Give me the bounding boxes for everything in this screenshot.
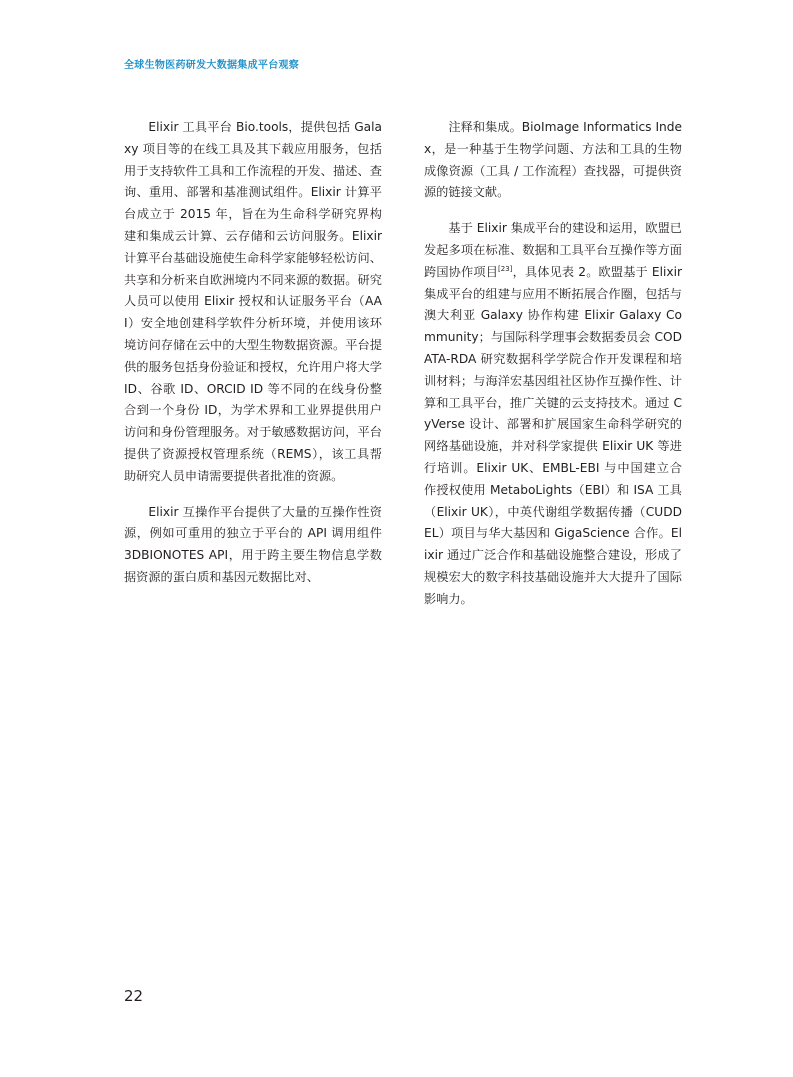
paragraph-eu-collaboration bbox=[424, 218, 682, 610]
page-number: 22 bbox=[124, 987, 144, 1005]
left-column bbox=[124, 117, 382, 603]
paragraph-text-after-ref: ，具体见表 2。欧盟基于 Elixir 集成平台的组建与应用不断拓展合作圈，包括与澳大利亚 Galaxy 协作构建 Elixir Galaxy Community；与国际科学理事会数据委员会 CODATA-RDA 研究数据科学学院合作开发课程和培训材料；与海洋宏基因组社区协作互操作性、计算和工具平台，推广关键的云支持技术。通过 CyVerse 设计、部署和扩展国家生命科学研究的网络基础设施，并对科学家提供 Elixir UK 等进行培训。Elixir UK、EMBL-EBI 与中国建立合作授权使用 MetaboLights（EBI）和 ISA 工具（Elixir UK），中英代谢组学数据传播（CUDDEL）项目与华大基因和 GigaScience 合作。Elixir 通过广泛合作和基础设施整合建设，形成了规模宏大的数字科技基础设施并大大提升了国际影响力。 bbox=[424, 264, 683, 606]
running-header: 全球生物医药研发大数据集成平台观察 bbox=[124, 60, 300, 71]
paragraph-text-before-ref: 基于 Elixir 集成平台的建设和运用，欧盟已发起多项在标准、数据和工具平台互操作等方面跨国协作项目 bbox=[424, 221, 682, 279]
right-column bbox=[424, 117, 682, 625]
paragraph-bioimage-continued: 注释和集成。BioImage Informatics Index，是一种基于生物学问题、方法和工具的生物成像资源（工具 / 工作流程）查找器，可提供资源的链接文献。 bbox=[424, 120, 682, 200]
paragraph-elixir-interop: Elixir 互操作平台提供了大量的互操作性资源，例如可重用的独立于平台的 API 调用组件 3DBIONOTES API，用于跨主要生物信息学数据资源的蛋白质和基因元数据比对、 bbox=[124, 504, 382, 584]
paragraph-elixir-tools: Elixir 工具平台 Bio.tools，提供包括 Galaxy 项目等的在线工具及其下载应用服务，包括用于支持软件工具和工作流程的开发、描述、查询、重用、部署和基准测试组件。Elixir 计算平台成立于 2015 年，旨在为生命科学研究界构建和集成云计算、云存储和云访问服务。Elixir 计算平台基础设施使生命科学家能够轻松访问、共享和分析来自欧洲境内不同来源的数据。研究人员可以使用 Elixir 授权和认证服务平台（AAI）安全地创建科学软件分析环境，并使用该环境访问存储在云中的大型生物数据资源。平台提供的服务包括身份验证和授权，允许用户将大学 ID、谷歌 ID、ORCID ID 等不同的在线身份整合到一个身份 ID，为学术界和工业界提供用户访问和身份管理服务。对于敏感数据访问，平台提供了资源授权管理系统（REMS），该工具帮助研究人员申请需要提供者批准的资源。 bbox=[124, 120, 382, 483]
citation-ref: [23] bbox=[498, 264, 513, 273]
